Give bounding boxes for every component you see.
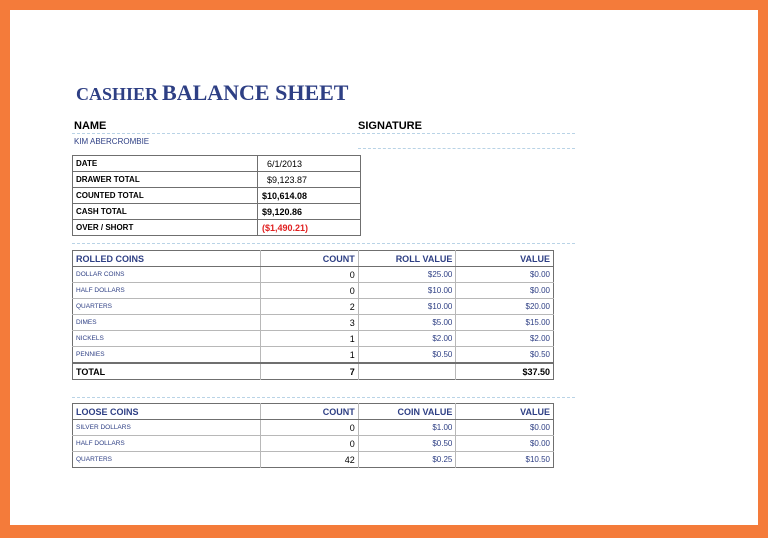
table-row (73, 188, 361, 204)
value-cell: $0.00 (456, 436, 554, 452)
over-short-label: OVER / SHORT (73, 220, 258, 236)
table-row (73, 204, 361, 220)
title-part-1: CASHIER (76, 84, 159, 104)
table-row (73, 347, 554, 364)
table-row (73, 452, 554, 468)
page-title (76, 80, 348, 106)
value-cell: $20.00 (456, 299, 554, 315)
signature-label: SIGNATURE (358, 120, 422, 132)
column-header: VALUE (456, 404, 554, 420)
loose-coins-table (72, 403, 554, 468)
count-cell[interactable]: 0 (261, 436, 359, 452)
column-header: ROLLED COINS (73, 251, 261, 267)
value-cell: $10.50 (456, 452, 554, 468)
counted-total-value: $10,614.08 (258, 188, 361, 204)
counted-total-label: COUNTED TOTAL (73, 188, 258, 204)
table-row (73, 220, 361, 236)
coin-type: DIMES (73, 315, 261, 331)
coin-type: PENNIES (73, 347, 261, 364)
section-divider (72, 243, 575, 244)
table-row (73, 436, 554, 452)
table-row (73, 331, 554, 347)
roll-value-cell: $10.00 (358, 283, 456, 299)
table-row (73, 299, 554, 315)
signature-line (358, 148, 575, 149)
coin-type: HALF DOLLARS (73, 436, 261, 452)
count-cell[interactable]: 0 (261, 420, 359, 436)
value-cell: $0.00 (456, 283, 554, 299)
coin-type: HALF DOLLARS (73, 283, 261, 299)
column-header: COUNT (261, 251, 359, 267)
column-header: COIN VALUE (358, 404, 456, 420)
title-part-2: BALANCE SHEET (162, 80, 349, 105)
coin-type: QUARTERS (73, 452, 261, 468)
summary-table (72, 155, 361, 236)
count-cell[interactable]: 3 (261, 315, 359, 331)
roll-value-cell: $2.00 (358, 331, 456, 347)
count-cell[interactable]: 42 (261, 452, 359, 468)
cash-total-value: $9,120.86 (258, 204, 361, 220)
rolled-coins-table (72, 250, 554, 380)
coin-type: SILVER DOLLARS (73, 420, 261, 436)
total-row (73, 363, 554, 380)
value-cell: $2.00 (456, 331, 554, 347)
table-row (73, 420, 554, 436)
table-row (73, 172, 361, 188)
name-label: NAME (74, 120, 107, 132)
roll-value-cell: $0.50 (358, 347, 456, 364)
total-label: TOTAL (73, 363, 261, 380)
coin-type: QUARTERS (73, 299, 261, 315)
roll-value-cell: $25.00 (358, 267, 456, 283)
value-cell: $0.50 (456, 347, 554, 364)
table-header-row (73, 251, 554, 267)
header-divider (72, 133, 575, 134)
column-header: ROLL VALUE (358, 251, 456, 267)
count-cell[interactable]: 1 (261, 331, 359, 347)
total-value: $37.50 (456, 363, 554, 380)
roll-value-cell: $5.00 (358, 315, 456, 331)
cash-total-label: CASH TOTAL (73, 204, 258, 220)
table-row (73, 267, 554, 283)
table-row (73, 156, 361, 172)
coin-value-cell: $1.00 (358, 420, 456, 436)
drawer-total-label: DRAWER TOTAL (73, 172, 258, 188)
date-value[interactable]: 6/1/2013 (258, 156, 361, 172)
drawer-total-value[interactable]: $9,123.87 (258, 172, 361, 188)
over-short-value: ($1,490.21) (258, 220, 361, 236)
value-cell: $0.00 (456, 267, 554, 283)
total-roll-value (358, 363, 456, 380)
cashier-name[interactable]: KIM ABERCROMBIE (74, 137, 150, 146)
total-count: 7 (261, 363, 359, 380)
count-cell[interactable]: 0 (261, 267, 359, 283)
coin-type: NICKELS (73, 331, 261, 347)
roll-value-cell: $10.00 (358, 299, 456, 315)
column-header: COUNT (261, 404, 359, 420)
table-row (73, 315, 554, 331)
coin-value-cell: $0.25 (358, 452, 456, 468)
table-header-row (73, 404, 554, 420)
coin-type: DOLLAR COINS (73, 267, 261, 283)
table-row (73, 283, 554, 299)
date-label: DATE (76, 159, 98, 168)
value-cell: $15.00 (456, 315, 554, 331)
count-cell[interactable]: 2 (261, 299, 359, 315)
count-cell[interactable]: 0 (261, 283, 359, 299)
value-cell: $0.00 (456, 420, 554, 436)
column-header: LOOSE COINS (73, 404, 261, 420)
coin-value-cell: $0.50 (358, 436, 456, 452)
section-divider (72, 397, 575, 398)
count-cell[interactable]: 1 (261, 347, 359, 364)
column-header: VALUE (456, 251, 554, 267)
balance-sheet-page (10, 10, 758, 525)
